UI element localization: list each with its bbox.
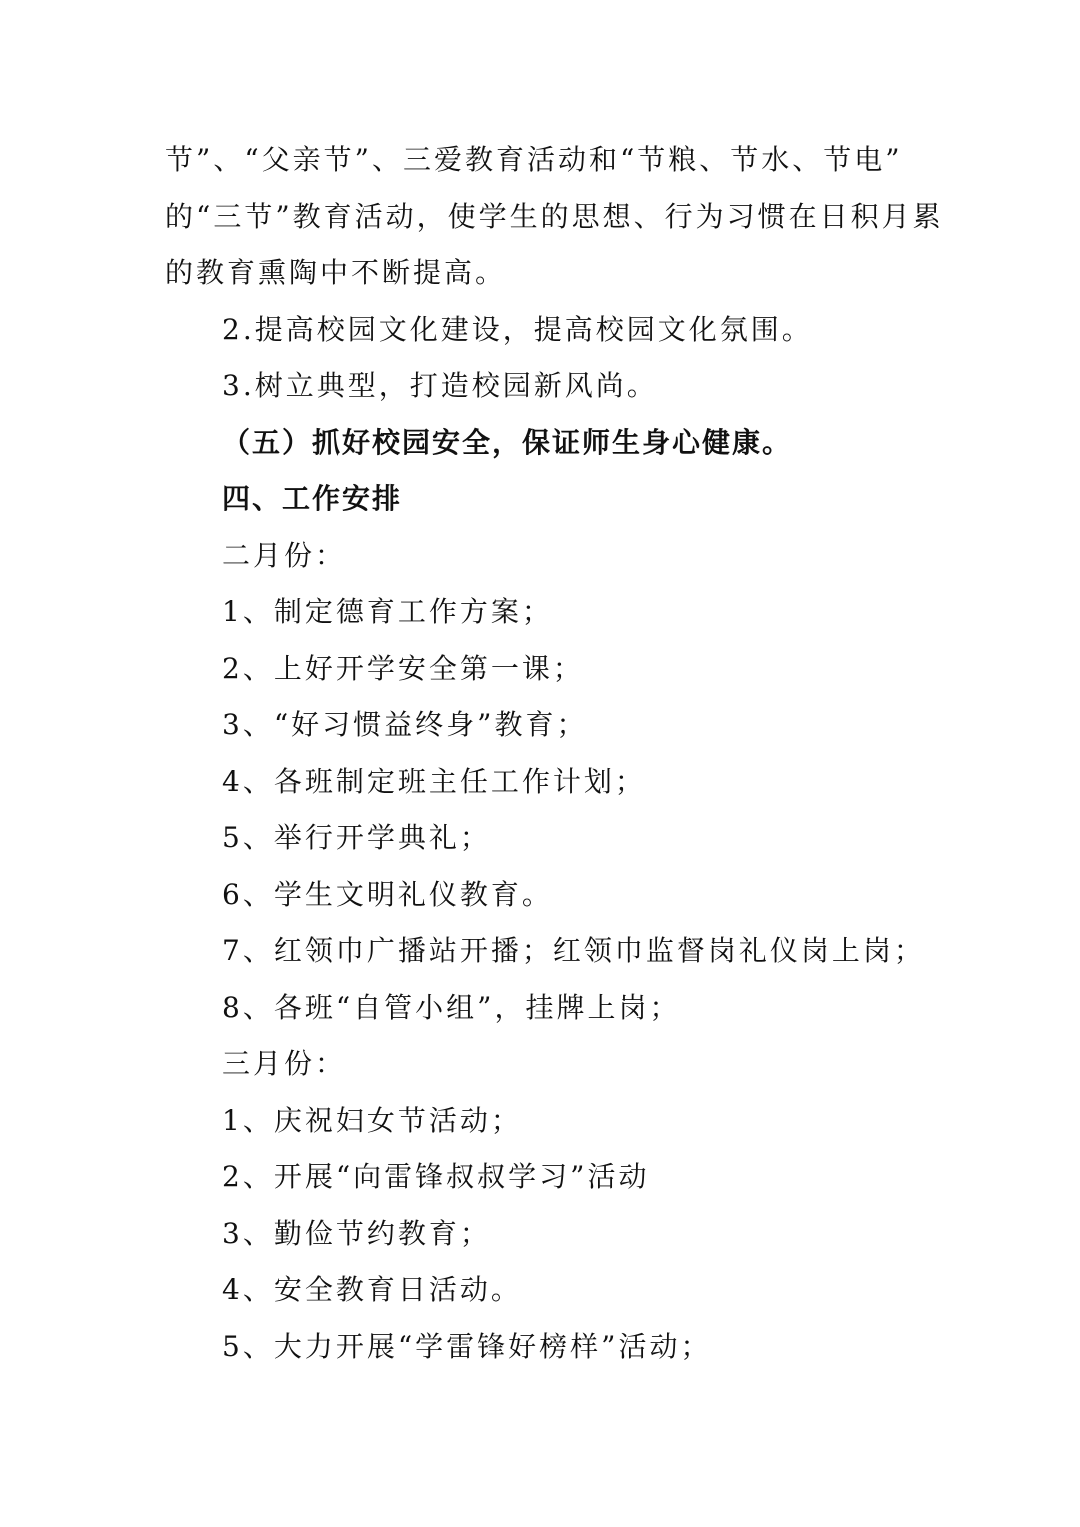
- paragraph-line: 的教育熏陶中不断提高。: [165, 256, 507, 289]
- list-item: 1、制定德育工作方案；: [222, 595, 553, 628]
- month-label: 二月份：: [222, 539, 347, 572]
- list-item: 7、红领巾广播站开播；红领巾监督岗礼仪岗上岗；: [222, 934, 925, 967]
- subsection-heading: （五）抓好校园安全，保证师生身心健康。: [222, 426, 793, 459]
- month-label: 三月份：: [222, 1047, 347, 1080]
- list-item: 5、大力开展“学雷锋好榜样”活动；: [222, 1330, 712, 1363]
- section-heading: 四、工作安排: [222, 482, 403, 515]
- paragraph-line: 的“三节”教育活动，使学生的思想、行为习惯在日积月累: [165, 200, 944, 233]
- list-item: 2、开展“向雷锋叔叔学习”活动: [222, 1160, 650, 1193]
- paragraph-line: 3.树立典型，打造校园新风尚。: [222, 369, 658, 402]
- paragraph-line: 2.提高校园文化建设，提高校园文化氛围。: [222, 313, 813, 346]
- list-item: 4、各班制定班主任工作计划；: [222, 765, 646, 798]
- list-item: 4、安全教育日活动。: [222, 1273, 522, 1306]
- list-item: 2、上好开学安全第一课；: [222, 652, 584, 685]
- paragraph-line: 节”、“父亲节”、三爱教育活动和“节粮、节水、节电”: [165, 143, 903, 176]
- list-item: 3、“好习惯益终身”教育；: [222, 708, 588, 741]
- list-item: 5、举行开学典礼；: [222, 821, 491, 854]
- list-item: 6、学生文明礼仪教育。: [222, 878, 553, 911]
- list-item: 8、各班“自管小组”，挂牌上岗；: [222, 991, 681, 1024]
- list-item: 1、庆祝妇女节活动；: [222, 1104, 522, 1137]
- list-item: 3、勤俭节约教育；: [222, 1217, 491, 1250]
